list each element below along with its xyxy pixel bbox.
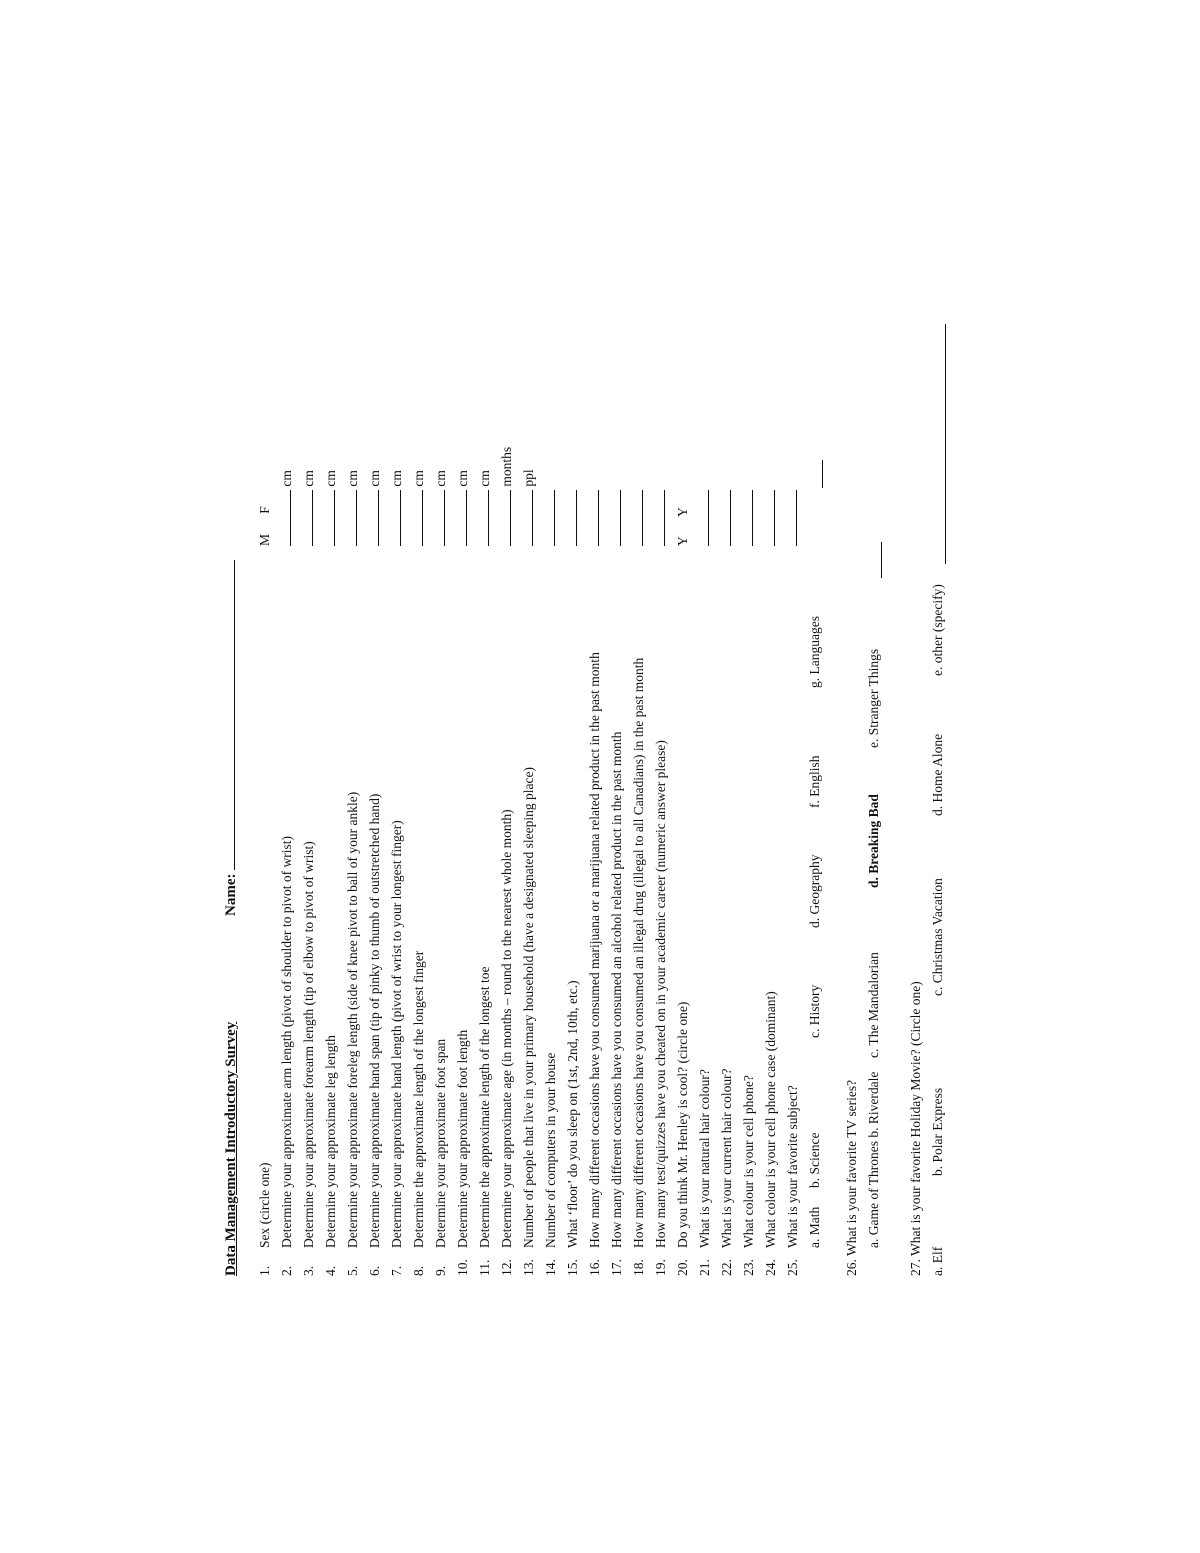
answer-blank[interactable] xyxy=(342,490,357,546)
question-text: How many test/quizzes have you cheated on in your academic career (numeric answer please) xyxy=(653,740,668,1248)
q27-option[interactable]: e. other (specify) xyxy=(930,584,946,676)
question-number: 11. xyxy=(477,1259,492,1276)
unit-label: cm xyxy=(301,470,316,490)
answer-blank[interactable] xyxy=(452,490,467,546)
answer-area[interactable] xyxy=(430,470,452,546)
question-row xyxy=(518,767,540,1276)
question-number: 1. xyxy=(257,1265,272,1276)
answer-blank[interactable] xyxy=(518,490,533,546)
question-row xyxy=(782,1085,804,1276)
question-text: Determine the approximate length of the longest finger xyxy=(411,950,426,1248)
answer-area[interactable] xyxy=(408,470,430,546)
unit-label: cm xyxy=(389,470,404,490)
answer-blank[interactable] xyxy=(320,490,335,546)
question-text: Sex (circle one) xyxy=(257,1162,272,1248)
answer-blank[interactable] xyxy=(694,490,709,546)
question-text: Determine your approximate foot span xyxy=(433,1038,448,1248)
question-text: What colour is your cell phone? xyxy=(741,1075,756,1248)
answer-area[interactable] xyxy=(496,447,518,546)
unit-label: cm xyxy=(323,470,338,490)
question-number: 14. xyxy=(543,1259,558,1276)
question-text: Determine your approximate forearm length (tip of elbow to pivot of wrist) xyxy=(301,841,316,1248)
answer-blank[interactable] xyxy=(496,490,511,546)
answer-area[interactable] xyxy=(716,490,738,546)
answer-area[interactable] xyxy=(342,470,364,546)
question-row xyxy=(254,1163,276,1276)
answer-blank[interactable] xyxy=(628,490,643,546)
question-row xyxy=(408,951,430,1276)
question-number: 13. xyxy=(521,1259,536,1276)
answer-blank[interactable] xyxy=(276,490,291,546)
question-text: How many different occasions have you consumed an illegal drug (illegal to all Canadians) in the past month xyxy=(631,657,646,1248)
answer-area[interactable] xyxy=(474,470,496,546)
unit-label: ppl xyxy=(521,469,536,490)
question-number: 7. xyxy=(389,1265,404,1276)
answer-area[interactable] xyxy=(298,470,320,546)
question-row xyxy=(738,1075,760,1276)
question-number: 18. xyxy=(631,1259,646,1276)
question-row xyxy=(320,1035,342,1276)
question-row xyxy=(606,732,628,1276)
question-text: What is your current hair colour? xyxy=(719,1068,734,1248)
question-row xyxy=(628,658,650,1276)
answer-area[interactable] xyxy=(760,490,782,546)
unit-label: cm xyxy=(345,470,360,490)
answer-area[interactable] xyxy=(276,470,298,546)
name-blank[interactable] xyxy=(220,560,235,870)
unit-label: cm xyxy=(411,470,426,490)
answer-choices[interactable]: Y Y xyxy=(675,507,690,546)
question-text: Do you think Mr. Henley is cool? (circle one) xyxy=(675,1001,690,1248)
question-text: What is your favorite subject? xyxy=(785,1085,800,1248)
question-number: 22. xyxy=(719,1259,734,1276)
question-number: 25. xyxy=(785,1259,800,1276)
question-number: 5. xyxy=(345,1265,360,1276)
question-number: 21. xyxy=(697,1259,712,1276)
answer-blank[interactable] xyxy=(298,490,313,546)
question-text: What ‘floor’ do you sleep on (1st, 2nd, 10th, etc.) xyxy=(565,980,580,1248)
question-number: 16. xyxy=(587,1259,602,1276)
q27-option[interactable]: d. Home Alone xyxy=(930,733,946,816)
question-number: 6. xyxy=(367,1265,382,1276)
question-number: 4. xyxy=(323,1265,338,1276)
answer-choices[interactable]: M F xyxy=(257,506,272,546)
answer-area[interactable] xyxy=(320,470,342,546)
question-row xyxy=(694,1069,716,1276)
answer-area[interactable] xyxy=(672,507,694,546)
answer-area[interactable] xyxy=(518,469,540,546)
q26-option[interactable]: e. Stranger Things xyxy=(866,648,882,748)
answer-blank[interactable] xyxy=(738,490,753,546)
answer-blank[interactable] xyxy=(364,490,379,546)
answer-blank[interactable] xyxy=(430,490,445,546)
question-number: 24. xyxy=(763,1259,778,1276)
q26-option[interactable]: a. Game of Thrones b. Riverdale xyxy=(866,1071,882,1248)
survey-title: Data Management Introductory Survey xyxy=(223,1021,239,1276)
question-row xyxy=(672,1002,694,1276)
answer-area[interactable] xyxy=(606,490,628,546)
q25-option[interactable]: g. Languages xyxy=(807,616,822,688)
answer-area[interactable] xyxy=(782,490,804,546)
answer-area[interactable] xyxy=(386,470,408,546)
q27-option[interactable]: c. Christmas Vacation xyxy=(930,878,946,996)
question-number: 12. xyxy=(499,1259,514,1276)
question-number: 9. xyxy=(433,1265,448,1276)
answer-area[interactable] xyxy=(540,490,562,546)
answer-blank[interactable] xyxy=(584,490,599,546)
question-row xyxy=(276,836,298,1276)
question-row xyxy=(562,980,584,1276)
answer-area[interactable] xyxy=(650,490,672,546)
answer-area[interactable] xyxy=(628,490,650,546)
question-number: 19. xyxy=(653,1259,668,1276)
q26-option[interactable]: d. Breaking Bad xyxy=(866,794,882,888)
question-text: What colour is your cell phone case (dominant) xyxy=(763,991,778,1248)
question-text: Determine your approximate arm length (pivot of shoulder to pivot of wrist) xyxy=(279,835,294,1248)
question-text: Determine your approximate foreleg length (side of knee pivot to ball of your ankle) xyxy=(345,791,360,1248)
question-text: Number of computers in your house xyxy=(543,1052,558,1248)
answer-blank[interactable] xyxy=(540,490,555,546)
q25-option[interactable]: a. Math xyxy=(807,1206,822,1248)
question-text: How many different occasions have you consumed an alcohol related product in the past month xyxy=(609,731,624,1248)
unit-label: cm xyxy=(433,470,448,490)
question-row xyxy=(760,991,782,1276)
question-row xyxy=(650,740,672,1276)
q27-text: 27. What is your favorite Holiday Movie? (Circle one) xyxy=(908,981,924,1276)
question-row xyxy=(474,966,496,1276)
name-field[interactable] xyxy=(220,560,242,916)
q27-other-blank[interactable] xyxy=(931,324,946,564)
question-row xyxy=(386,820,408,1276)
question-number: 8. xyxy=(411,1265,426,1276)
question-text: Determine your approximate foot length xyxy=(455,1029,470,1248)
answer-blank[interactable] xyxy=(408,490,423,546)
answer-blank[interactable] xyxy=(760,490,775,546)
answer-area[interactable] xyxy=(694,490,716,546)
unit-label: cm xyxy=(477,470,492,490)
q27-option[interactable]: a. Elf xyxy=(930,1246,946,1276)
answer-blank[interactable] xyxy=(782,490,797,546)
q27-option[interactable]: b. Polar Express xyxy=(930,1087,946,1176)
question-number: 20. xyxy=(675,1259,690,1276)
answer-blank[interactable] xyxy=(716,490,731,546)
answer-blank[interactable] xyxy=(386,490,401,546)
question-row xyxy=(298,841,320,1276)
question-text: Determine your approximate leg length xyxy=(323,1035,338,1248)
question-text: Determine your approximate hand span (tip of pinky to thumb of outstretched hand) xyxy=(367,793,382,1248)
question-number: 2. xyxy=(279,1265,294,1276)
question-row xyxy=(496,809,518,1276)
survey-sheet xyxy=(220,276,980,1276)
q26-text: 26. What is your favorite TV series? xyxy=(844,1079,860,1276)
question-number: 3. xyxy=(301,1265,316,1276)
answer-area[interactable] xyxy=(254,506,276,546)
answer-blank[interactable] xyxy=(474,490,489,546)
question-row xyxy=(452,1030,474,1276)
question-text: Determine the approximate length of the longest toe xyxy=(477,966,492,1248)
answer-blank[interactable] xyxy=(650,490,665,546)
q25-option[interactable]: f. English xyxy=(807,755,822,808)
question-row xyxy=(584,652,606,1276)
unit-label: cm xyxy=(279,470,294,490)
question-row xyxy=(364,794,386,1276)
answer-area[interactable] xyxy=(452,470,474,546)
answer-area[interactable] xyxy=(562,490,584,546)
q25-option[interactable]: c. History xyxy=(807,984,822,1038)
q25-answer-blank[interactable] xyxy=(808,460,823,488)
q25-option[interactable]: b. Science xyxy=(807,1132,822,1188)
answer-blank[interactable] xyxy=(606,490,621,546)
question-number: 23. xyxy=(741,1259,756,1276)
question-row xyxy=(716,1068,738,1276)
question-text: How many different occasions have you consumed marijuana or a marijuana related product in the past month xyxy=(587,652,602,1248)
unit-label: cm xyxy=(455,470,470,490)
answer-blank[interactable] xyxy=(562,490,577,546)
question-number: 17. xyxy=(609,1259,624,1276)
answer-area[interactable] xyxy=(738,490,760,546)
question-number: 15. xyxy=(565,1259,580,1276)
question-row xyxy=(430,1039,452,1276)
unit-label: cm xyxy=(367,470,382,490)
q26-answer-blank[interactable] xyxy=(867,542,882,578)
answer-area[interactable] xyxy=(584,490,606,546)
question-row xyxy=(342,792,364,1276)
question-text: Determine your approximate age (in months – round to the nearest whole month) xyxy=(499,809,514,1248)
question-text: Determine your approximate hand length (pivot of wrist to your longest finger) xyxy=(389,820,404,1248)
name-label: Name: xyxy=(223,873,239,916)
question-text: What is your natural hair colour? xyxy=(697,1069,712,1248)
question-row xyxy=(540,1053,562,1276)
question-text: Number of people that live in your primary household (have a designated sleeping place) xyxy=(521,767,536,1248)
q26-option[interactable]: c. The Mandalorian xyxy=(866,952,882,1058)
question-number: 10. xyxy=(455,1259,470,1276)
unit-label: months xyxy=(499,446,514,490)
answer-area[interactable] xyxy=(364,470,386,546)
q25-option[interactable]: d. Geography xyxy=(807,854,822,928)
